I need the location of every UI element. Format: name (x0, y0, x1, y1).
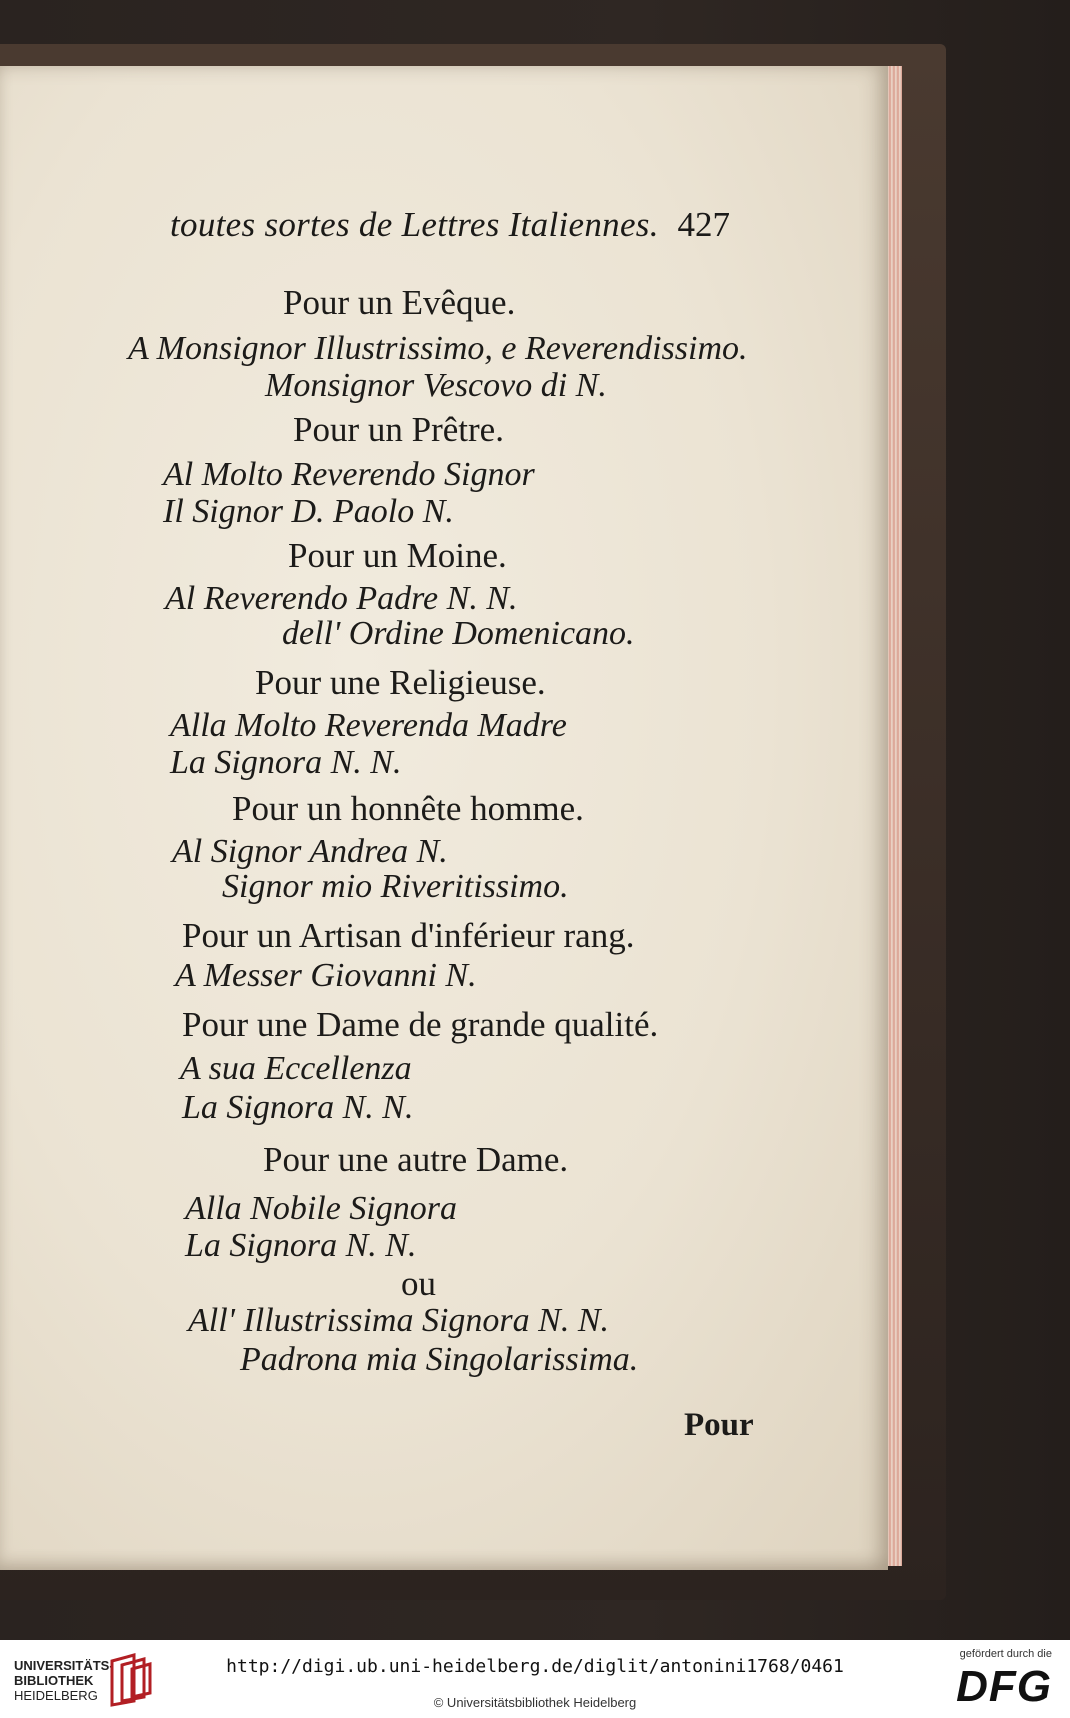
address-line: Padrona mia Singolarissima. (240, 1341, 639, 1378)
page-number: 427 (677, 205, 730, 244)
address-line: All' Illustrissima Signora N. N. (188, 1302, 609, 1339)
address-line: Il Signor D. Paolo N. (163, 493, 454, 530)
page-header (170, 205, 730, 255)
address-line: La Signora N. N. (170, 744, 402, 781)
address-line: Monsignor Vescovo di N. (265, 367, 607, 404)
address-line: Signor mio Riveritissimo. (222, 868, 569, 905)
heading-line: Pour un Prêtre. (293, 410, 504, 449)
library-name-line: HEIDELBERG (14, 1688, 98, 1703)
heading-line: Pour un Moine. (288, 536, 507, 575)
running-head: toutes sortes de Lettres Italiennes. (170, 205, 659, 244)
heading-line: Pour un Evêque. (283, 283, 516, 322)
address-line: A sua Eccellenza (180, 1050, 412, 1087)
address-line: Al Reverendo Padre N. N. (165, 580, 518, 617)
heading-line: Pour une Religieuse. (255, 663, 546, 702)
heading-line: Pour un Artisan d'inférieur rang. (182, 916, 635, 955)
copyright-notice: © Universitätsbibliothek Heidelberg (433, 1695, 637, 1710)
dfg-logo: DFG (956, 1662, 1052, 1711)
address-line: dell' Ordine Domenicano. (282, 615, 635, 652)
address-line: Al Molto Reverendo Signor (163, 456, 535, 493)
address-line: La Signora N. N. (182, 1089, 414, 1126)
address-line: A Monsignor Illustrissimo, e Reverendissimo. (128, 330, 748, 367)
library-footer (0, 1640, 1070, 1718)
catchword: Pour (684, 1407, 754, 1443)
conjunction-line: ou (401, 1264, 436, 1303)
heading-line: Pour une Dame de grande qualité. (182, 1005, 659, 1044)
library-name-line: UNIVERSITÄTS- (14, 1658, 114, 1673)
permalink-url[interactable]: http://digi.ub.uni-heidelberg.de/diglit/antonini1768/0461 (226, 1656, 844, 1677)
address-line: La Signora N. N. (185, 1227, 417, 1264)
address-line: A Messer Giovanni N. (175, 957, 477, 994)
address-line: Alla Molto Reverenda Madre (170, 707, 567, 744)
address-line: Alla Nobile Signora (185, 1190, 457, 1227)
library-name-line: BIBLIOTHEK (14, 1673, 94, 1688)
funding-label: gefördert durch die (959, 1648, 1052, 1660)
heading-line: Pour une autre Dame. (263, 1140, 569, 1179)
address-line: Al Signor Andrea N. (172, 833, 448, 870)
heading-line: Pour un honnête homme. (232, 789, 584, 828)
